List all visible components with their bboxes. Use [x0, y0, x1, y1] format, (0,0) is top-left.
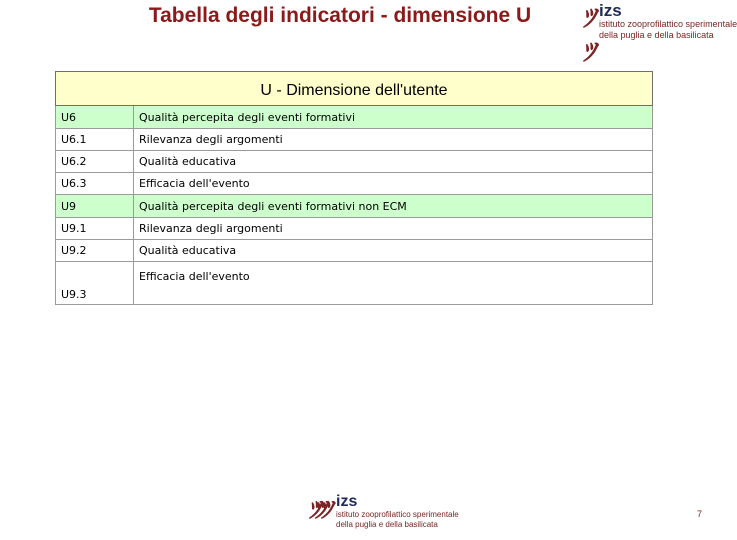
logo-name: izs [599, 1, 622, 20]
indicators-table [55, 71, 653, 305]
izs-mark-icon: ﾂﾂﾂ [308, 495, 326, 524]
row-code: U6.1 [56, 129, 134, 151]
page-number: 7 [696, 509, 702, 519]
izs-mark-icon: ﾂﾂ [582, 4, 590, 68]
row-label: Qualità percepita degli eventi formativi non ECM [134, 195, 653, 218]
logo-line1: istituto zooprofilattico sperimentale [599, 19, 737, 29]
row-code: U6.3 [56, 173, 134, 195]
row-code: U9 [56, 195, 134, 218]
row-label: Qualità educativa [134, 240, 653, 262]
row-code: U6.2 [56, 151, 134, 173]
logo-line2: della puglia e della basilicata [599, 30, 714, 40]
row-label: Rilevanza degli argomenti [134, 129, 653, 151]
page-title: Tabella degli indicatori - dimensione U [148, 4, 532, 27]
row-label: Efficacia dell'evento [134, 262, 653, 305]
row-code: U9.3 [56, 262, 134, 305]
logo-name: izs [336, 493, 358, 510]
row-code: U9.2 [56, 240, 134, 262]
row-label: Efficacia dell'evento [134, 173, 653, 195]
row-label: Rilevanza degli argomenti [134, 218, 653, 240]
row-label: Qualità percepita degli eventi formativi [134, 106, 653, 129]
logo-line2: della puglia e della basilicata [336, 520, 438, 529]
row-code: U6 [56, 106, 134, 129]
izs-logo-bottom [308, 494, 459, 530]
logo-line1: istituto zooprofilattico sperimentale [336, 510, 459, 519]
row-code: U9.1 [56, 218, 134, 240]
table-caption: U - Dimensione dell'utente [56, 72, 653, 106]
row-label: Qualità educativa [134, 151, 653, 173]
